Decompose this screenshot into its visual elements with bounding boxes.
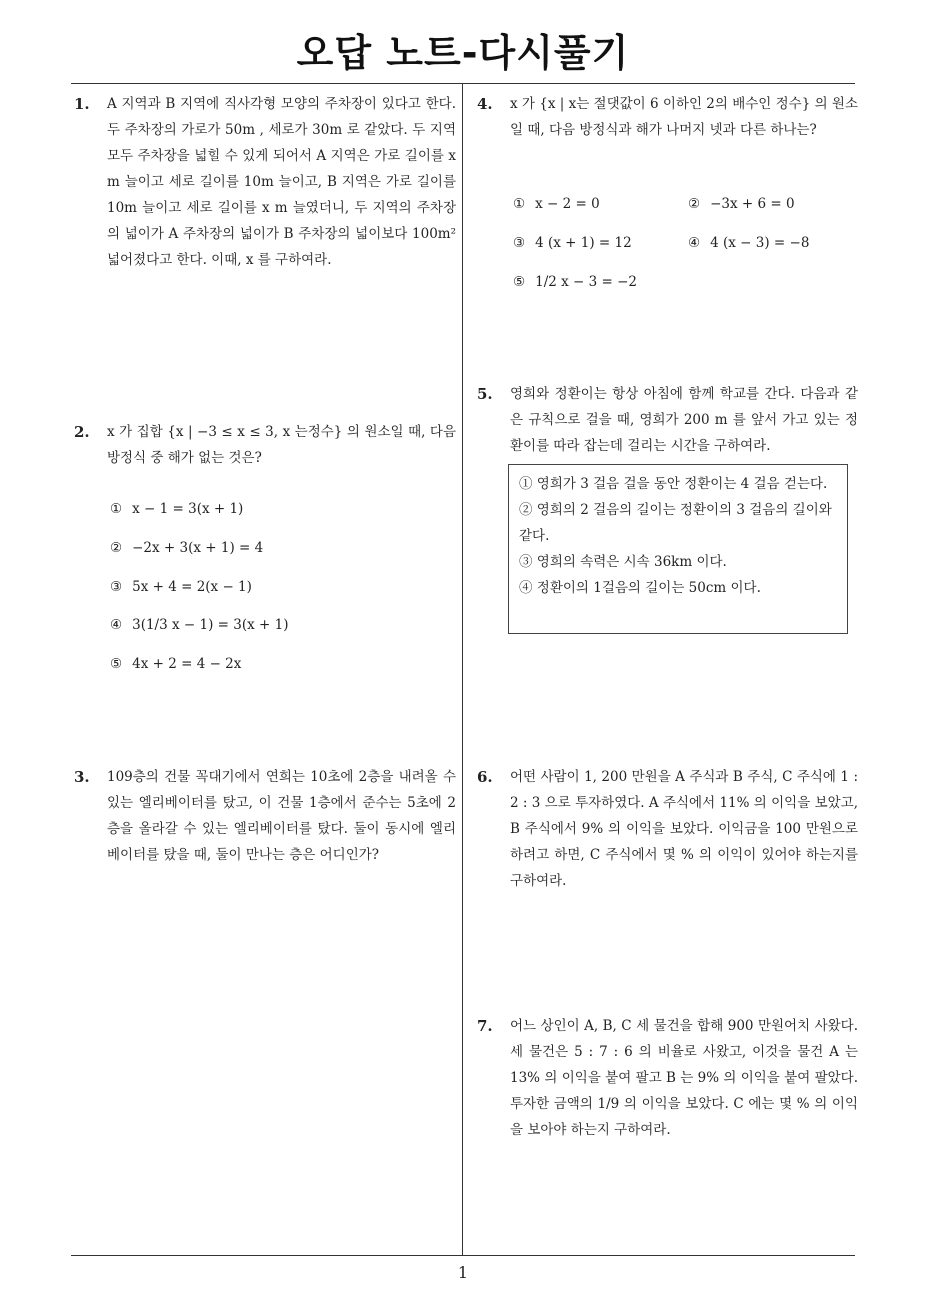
option-1: ① x − 2 = 0 <box>513 196 600 212</box>
rules-box <box>508 464 848 634</box>
bottom-rule <box>71 1255 855 1256</box>
option-3: ③ 4 (x + 1) = 12 <box>513 235 632 251</box>
question-number: 7. <box>477 1017 493 1035</box>
question-text: 어떤 사람이 1, 200 만원을 A 주식과 B 주식, C 주식에 1 : 2 : 3 으로 투자하였다. A 주식에서 11% 의 이익을 보았고, B 주식에서 9% 의 이익을 보았다. 이익금을 100 만원으로 하려고 하면, C 주식에서 몇 % 의 이익이 있어야 하는지를 구하여라. <box>510 769 858 889</box>
question-number: 4. <box>477 95 493 113</box>
option-3: ③ 5x + 4 = 2(x − 1) <box>110 579 252 595</box>
question-7 <box>477 1013 858 1143</box>
question-text: 109층의 건물 꼭대기에서 연희는 10초에 2층을 내려올 수 있는 엘리베이터를 탔고, 이 건물 1층에서 준수는 5초에 2층을 올라갈 수 있는 엘리베이터를 탔다. 둘이 동시에 엘리베이터를 탔을 때, 둘이 만나는 층은 어디인가? <box>107 769 456 863</box>
column-divider <box>462 84 463 1256</box>
question-4 <box>477 91 858 143</box>
rule-3: ③ 영희의 속력은 시속 36km 이다. <box>519 554 727 570</box>
top-rule <box>71 83 855 84</box>
question-3 <box>74 764 456 868</box>
rule-4: ④ 정환이의 1걸음의 길이는 50cm 이다. <box>519 580 761 596</box>
option-2: ② −2x + 3(x + 1) = 4 <box>110 540 264 556</box>
option-4: ④ 3(1/3 x − 1) = 3(x + 1) <box>110 617 289 633</box>
question-number: 1. <box>74 95 90 113</box>
question-number: 3. <box>74 768 90 786</box>
option-2: ② −3x + 6 = 0 <box>688 196 795 212</box>
question-text: 영희와 정환이는 항상 아침에 함께 학교를 간다. 다음과 같은 규칙으로 걸을 때, 영희가 200 m 를 앞서 가고 있는 정환이를 따라 잡는데 걸리는 시간을 구하여라. <box>510 386 858 454</box>
rule-1: ① 영희가 3 걸음 걸을 동안 정환이는 4 걸음 걷는다. <box>519 476 828 492</box>
page-title: 오답 노트-다시풀기 <box>296 31 630 75</box>
question-text: 어느 상인이 A, B, C 세 물건을 합해 900 만원어치 사왔다. 세 물건은 5 : 7 : 6 의 비율로 사왔고, 이것을 물건 A 는 13% 의 이익을 붙여 팔고 B 는 9% 의 이익을 붙여 팔았다. 투자한 금액의 1/9 의 이익을 보았다. C 에는 몇 % 의 이익을 보아야 하는지 구하여라. <box>510 1018 858 1138</box>
option-5: ⑤ 4x + 2 = 4 − 2x <box>110 656 242 672</box>
question-number: 2. <box>74 423 90 441</box>
question-number: 5. <box>477 385 493 403</box>
question-1 <box>74 91 456 273</box>
question-text: x 가 집합 {x | −3 ≤ x ≤ 3, x 는정수} 의 원소일 때, 다음 방정식 중 해가 없는 것은? <box>107 424 456 466</box>
option-4: ④ 4 (x − 3) = −8 <box>688 235 810 251</box>
question-5 <box>477 381 858 459</box>
question-6 <box>477 764 858 894</box>
option-1: ① x − 1 = 3(x + 1) <box>110 501 244 517</box>
question-number: 6. <box>477 768 493 786</box>
page-number: 1 <box>457 1263 469 1282</box>
rule-2: ② 영희의 2 걸음의 길이는 정환이의 3 걸음의 길이와 같다. <box>519 502 832 544</box>
question-text: x 가 {x | x는 절댓값이 6 이하인 2의 배수인 정수} 의 원소 일 때, 다음 방정식과 해가 나머지 넷과 다른 하나는? <box>510 96 858 138</box>
option-5: ⑤ 1/2 x − 3 = −2 <box>513 274 638 290</box>
question-2 <box>74 419 456 471</box>
question-text: A 지역과 B 지역에 직사각형 모양의 주차장이 있다고 한다. 두 주차장의 가로가 50m , 세로가 30m 로 같았다. 두 지역 모두 주차장을 넓힐 수 있게 되어서 A 지역은 가로 길이를 x m 늘이고 세로 길이를 10m 늘이고, B 지역은 가로 길이를 10m 늘이고 세로 길이를 x m 늘였더니, 두 지역의 주차장의 넓이가 A 주차장의 넓이가 B 주차장의 넓이보다 100m² 넓어졌다고 한다. 이때, x 를 구하여라. <box>107 96 456 268</box>
